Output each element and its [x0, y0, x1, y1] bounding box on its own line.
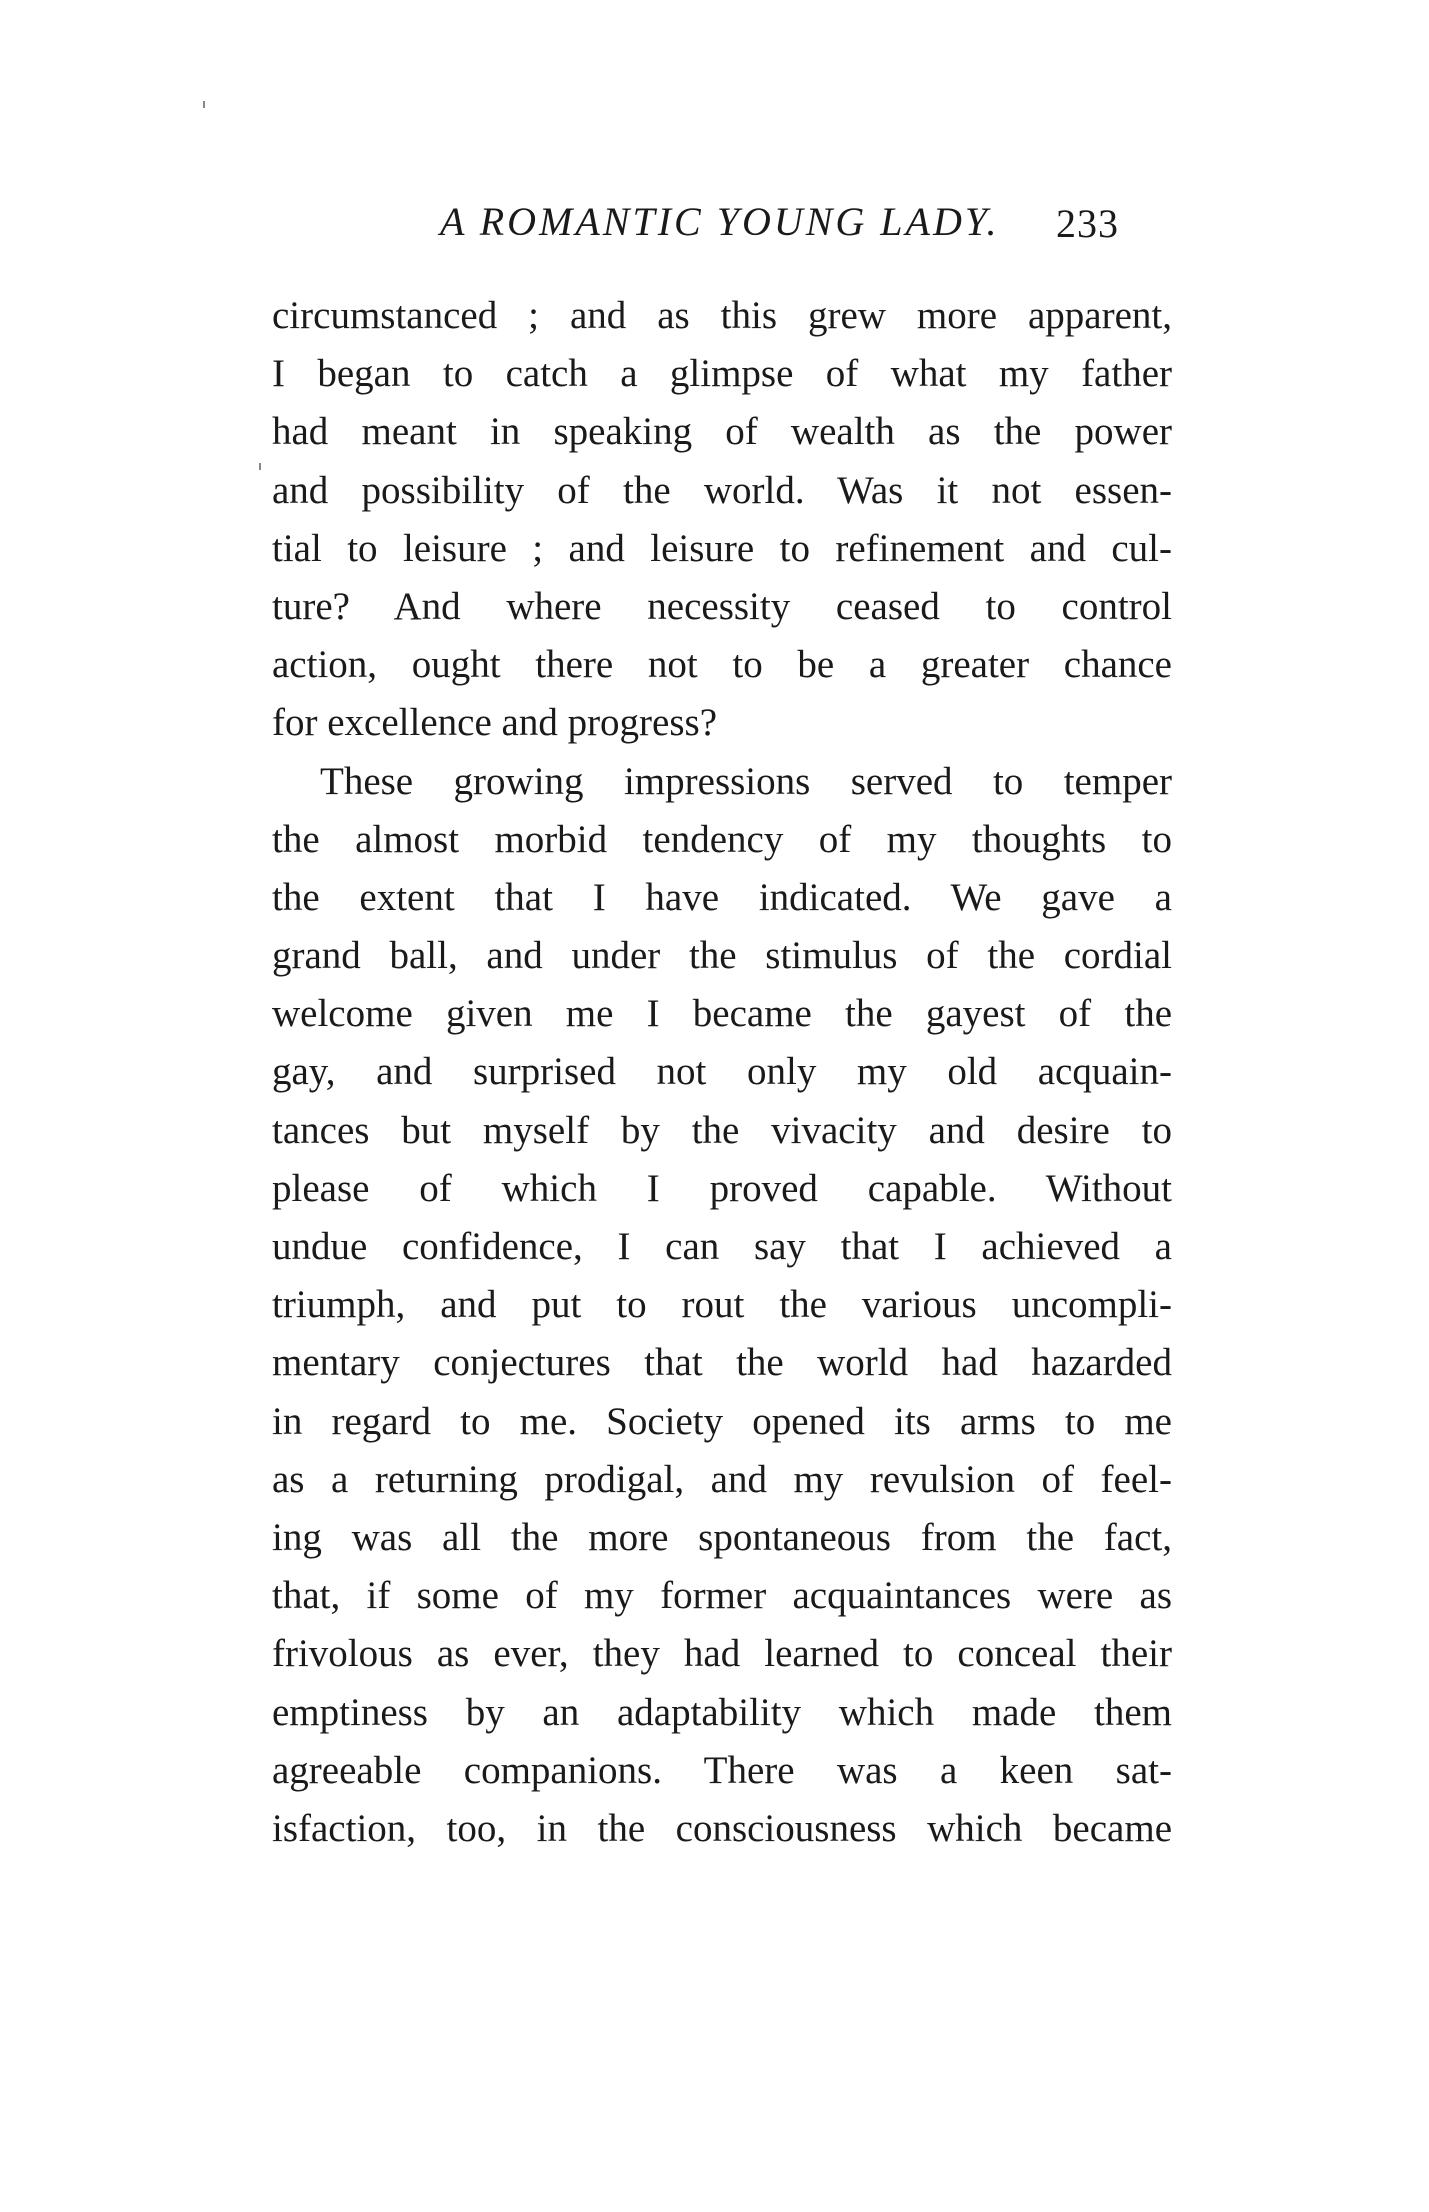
- text-line: emptiness by an adaptability which made them: [272, 1690, 1172, 1734]
- text-line: in regard to me. Society opened its arms to me: [272, 1399, 1172, 1443]
- stray-mark-top: [203, 101, 205, 108]
- text-line: mentary conjectures that the world had hazarded: [272, 1341, 1172, 1385]
- text-line: grand ball, and under the stimulus of the cordial: [272, 934, 1172, 978]
- text-line: tances but myself by the vivacity and desire to: [272, 1108, 1172, 1152]
- text-line: gay, and surprised not only my old acquain-: [272, 1050, 1172, 1094]
- text-line: as a returning prodigal, and my revulsion of feel-: [272, 1457, 1172, 1501]
- text-line: triumph, and put to rout the various uncompli-: [272, 1283, 1172, 1327]
- text-line: action, ought there not to be a greater chance: [272, 643, 1172, 687]
- text-line: agreeable companions. There was a keen sat-: [272, 1748, 1172, 1792]
- text-line: please of which I proved capable. Without: [272, 1166, 1172, 1210]
- text-line: I began to catch a glimpse of what my father: [272, 352, 1172, 396]
- text-line: the almost morbid tendency of my thoughts to: [272, 817, 1172, 861]
- text-line: and possibility of the world. Was it not essen-: [272, 468, 1172, 512]
- stray-mark-left: [259, 463, 261, 470]
- text-line: had meant in speaking of wealth as the power: [272, 410, 1172, 454]
- text-line: welcome given me I became the gayest of the: [272, 992, 1172, 1036]
- text-line: tial to leisure ; and leisure to refinement and cul-: [272, 526, 1172, 570]
- running-title: A ROMANTIC YOUNG LADY.: [440, 199, 1000, 244]
- running-head: [272, 198, 1172, 258]
- text-line: that, if some of my former acquaintances were as: [272, 1574, 1172, 1618]
- text-line: isfaction, too, in the consciousness which became: [272, 1806, 1172, 1850]
- text-line: undue confidence, I can say that I achieved a: [272, 1225, 1172, 1268]
- text-line: for excellence and progress?: [272, 701, 718, 745]
- paragraph-1: [272, 287, 1172, 753]
- text-line: ing was all the more spontaneous from the fact,: [272, 1515, 1172, 1559]
- text-line: ture? And where necessity ceased to control: [272, 584, 1172, 628]
- text-line: frivolous as ever, they had learned to conceal their: [272, 1632, 1172, 1676]
- text-line: These growing impressions served to temper: [320, 759, 1172, 803]
- text-line: the extent that I have indicated. We gave a: [272, 875, 1172, 919]
- text-line: circumstanced ; and as this grew more apparent,: [272, 294, 1172, 337]
- page-number: 233: [1056, 201, 1119, 246]
- body-text: [272, 287, 1172, 1858]
- paragraph-2: [272, 753, 1172, 1859]
